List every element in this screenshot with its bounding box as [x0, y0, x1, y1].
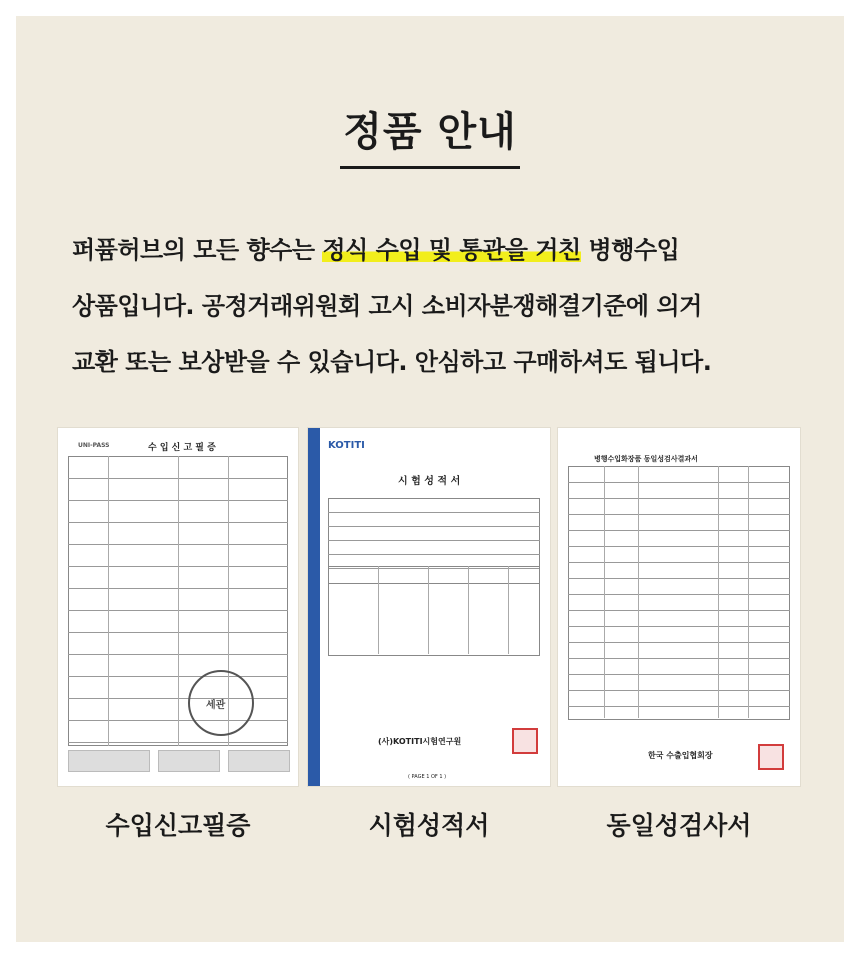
barcode: [68, 750, 150, 772]
inspection-table: [568, 466, 790, 720]
official-stamp: [758, 744, 784, 770]
signature-line: 한국 수출입협회장: [648, 751, 713, 760]
description-line-1-start: 퍼퓸허브의 모든 향수는: [72, 236, 323, 264]
page-title: 정품 안내: [343, 109, 517, 155]
caption-test-report: 시험성적서: [368, 811, 490, 840]
description-line-2: 상품입니다. 공정거래위원회 고시 소비자분쟁해결기준에 의거: [72, 292, 702, 320]
description: [72, 222, 812, 390]
import-declaration-heading: 수 입 신 고 필 증: [148, 443, 216, 453]
barcode: [228, 750, 290, 772]
description-line-3: 교환 또는 보상받을 수 있습니다. 안심하고 구매하셔도 됩니다.: [72, 348, 712, 376]
description-line-1: [72, 222, 812, 278]
caption-import-declaration: 수입신고필증: [105, 811, 251, 840]
barcode: [158, 750, 220, 772]
description-highlight: 정식 수입 및 통관을 거친: [322, 236, 581, 264]
test-report-heading: 시 험 성 적 서: [398, 476, 461, 487]
customs-seal: 세관: [188, 670, 254, 736]
page-note: ( PAGE 1 OF 1 ): [408, 774, 447, 780]
equivalence-heading: 병행수입화장품 동일성검사결과서: [594, 455, 698, 463]
description-line-1-end: 병행수입: [580, 236, 680, 264]
title-underline: [340, 166, 520, 169]
caption-equivalence-inspection: 동일성검사서: [606, 811, 752, 840]
equivalence-inspection-document: [558, 428, 800, 786]
issuer-name: (사)KOTITI시험연구원: [378, 737, 462, 746]
official-stamp: [512, 728, 538, 754]
side-bar: [308, 428, 320, 786]
test-report-document: [308, 428, 550, 786]
customs-logo: UNI-PASS: [78, 442, 110, 449]
import-declaration-document: [58, 428, 298, 786]
kotiti-logo: KOTITI: [328, 440, 365, 451]
